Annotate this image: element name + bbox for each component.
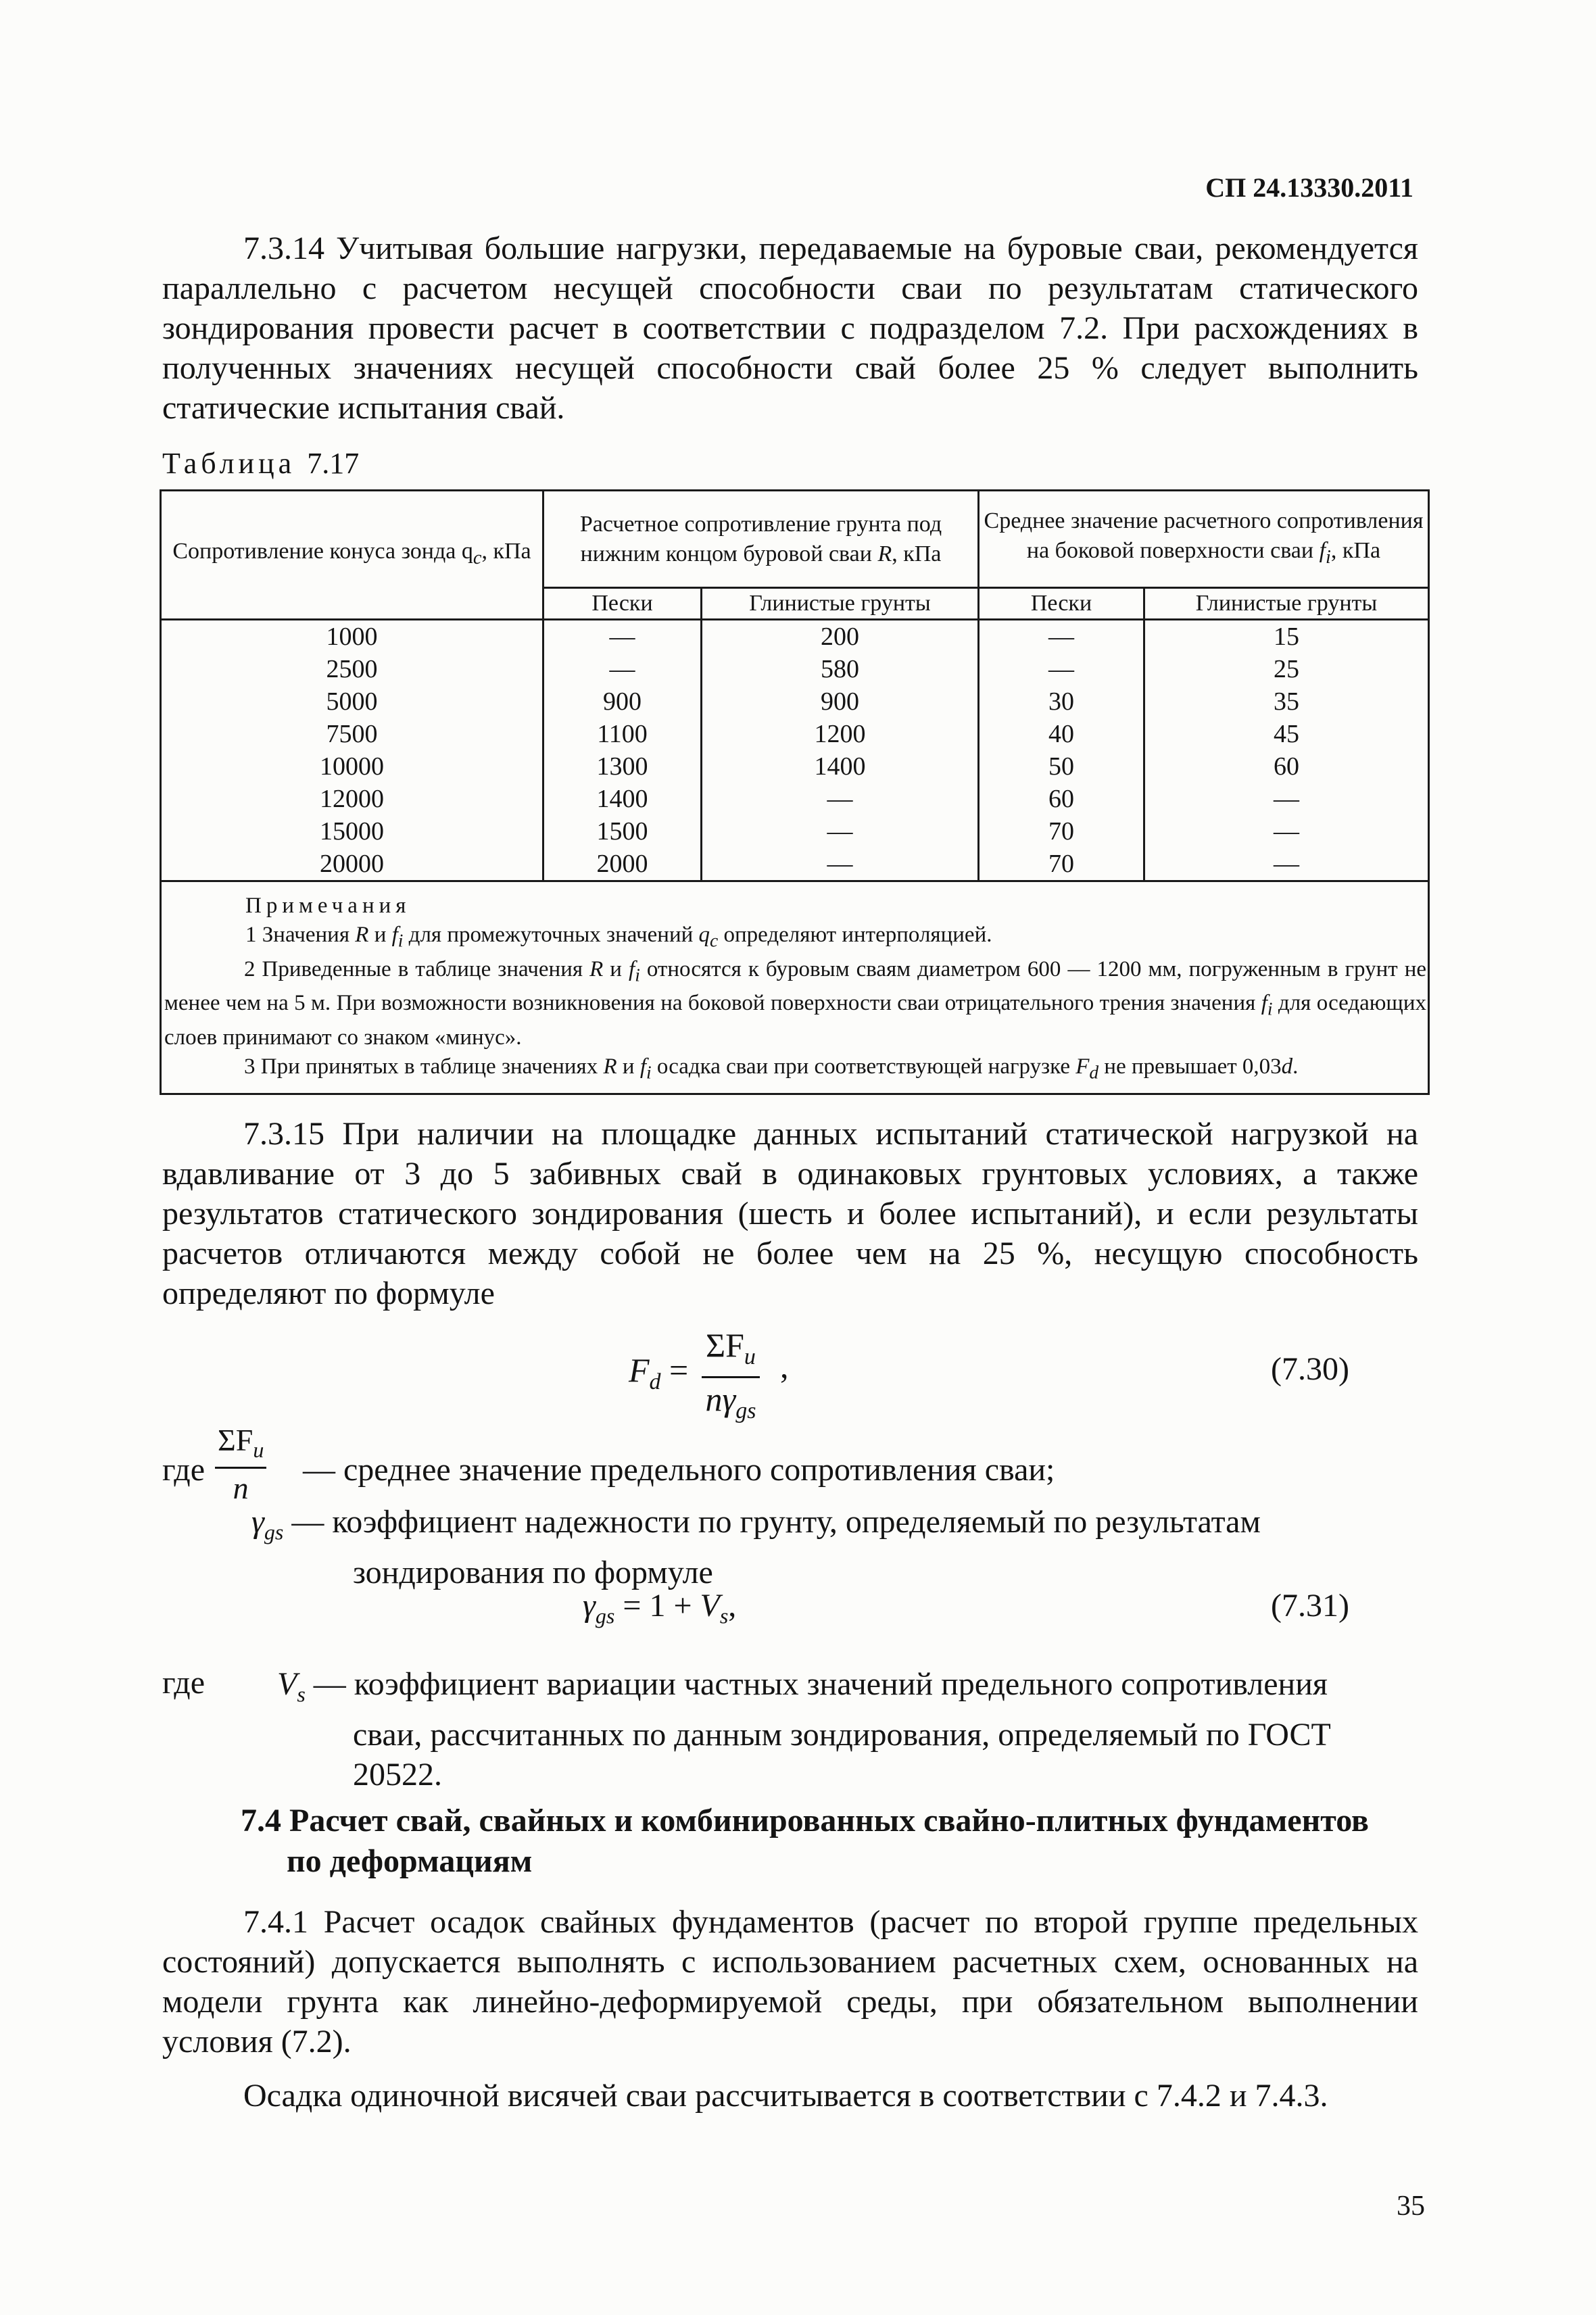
paragraph-7-3-14: 7.3.14 Учитывая большие нагрузки, передаваемые на буровые сваи, рекомендуется параллельно с расчетом несущей способности сваи по результатам статического зондирования провести расчет в соответствии с подразделом 7.2. При расхождениях в полученных значениях несущей способности свай более 25 % следует выполнить статические испытания свай. — [162, 230, 1418, 426]
notes-heading: Примечания — [245, 894, 411, 918]
definition-vs: $V_s$ — коэффициент вариации частных значений предельного сопротивления сваи, рассчитанных по данным зондирования, определяемый по ГОСТ 20522. — [277, 1666, 1331, 1793]
section-heading-7-4: 7.4 Расчет свай, свайных и комбинированных свайно-плитных фундаментов по деформациям — [241, 1803, 1369, 1879]
formula-7-30-fraction: $\Sigma F_u$ $n\gamma_{gs}$ — [702, 1326, 760, 1432]
note-2: 2 Приведенные в таблице значения R и $f_i$ относятся к буровым сваям диаметром 600 — 1200 мм, погруженным в грунт не менее чем на 5 м. При возможности возникновения на боковой поверхности сваи отрицательного трения значения $f_i$ для оседающих слоев принимают со знаком «минус». — [164, 956, 1427, 1050]
where-fraction: $\Sigma F_u$ n — [215, 1423, 266, 1508]
document-code: СП 24.13330.2011 — [1205, 172, 1413, 203]
table-row: 1000 — 200 — 15 — [161, 620, 1429, 654]
header-tip-resistance: Расчетное сопротивление грунта под нижним концом буровой сваи R, кПа — [543, 491, 979, 588]
subheader-sand-f: Пески — [979, 588, 1144, 620]
table-row: 12000 1400 — 60 — — [161, 783, 1429, 815]
subheader-clay-R: Глинистые грунты — [702, 588, 979, 620]
where-label-2: где — [162, 1665, 205, 1701]
table-row: 5000 900 900 30 35 — [161, 685, 1429, 718]
table-caption-number: 7.17 — [307, 447, 360, 480]
paragraph-settlement: Осадка одиночной висячей сваи рассчитывается в соответствии с 7.4.2 и 7.4.3. — [243, 2078, 1328, 2114]
header-cone-resistance: Сопротивление конуса зонда $q_c$, кПа — [161, 491, 543, 620]
where-label-1: где — [162, 1452, 205, 1488]
definition-mean-resistance: — среднее значение предельного сопротивления сваи; — [303, 1452, 1055, 1488]
table-row: 15000 1500 — 70 — — [161, 815, 1429, 848]
table-caption-word: Таблица — [162, 447, 296, 480]
equation-number-7-31: (7.31) — [1271, 1588, 1349, 1624]
table-notes — [161, 881, 1429, 1094]
definition-gamma-gs: $\gamma_{gs}$ — коэффициент надежности по грунту, определяемый по результатам зондирования по формуле — [251, 1504, 1261, 1590]
table-row: 20000 2000 — 70 — — [161, 848, 1429, 881]
paragraph-7-3-15: 7.3.15 При наличии на площадке данных испытаний статической нагрузкой на вдавливание от 3 до 5 забивных свай в одинаковых грунтовых условиях, а также результатов статического зондирования (шесть и более испытаний), и если результаты расчетов отличаются между собой не более чем на 25 %, несущую способность определяют по формуле — [162, 1116, 1418, 1311]
table-row: 2500 — 580 — 25 — [161, 653, 1429, 685]
table-row: 10000 1300 1400 50 60 — [161, 750, 1429, 783]
formula-7-31: $\gamma_{gs} = 1 + V_s$, — [583, 1588, 737, 1628]
paragraph-7-4-1: 7.4.1 Расчет осадок свайных фундаментов (расчет по второй группе предельных состояний) допускается выполнять с использованием расчетных схем, основанных на модели грунта как линейно-деформируемой среды, при обязательном выполнении условия (7.2). — [162, 1904, 1418, 2060]
page-number: 35 — [1397, 2191, 1425, 2222]
formula-7-30-comma: , — [780, 1347, 789, 1385]
note-1: 1 Значения R и $f_i$ для промежуточных значений $q_c$ определяют интерполяцией. — [245, 923, 992, 951]
subheader-clay-f: Глинистые грунты — [1144, 588, 1429, 620]
subheader-sand-R: Пески — [543, 588, 702, 620]
table-caption — [162, 446, 359, 481]
header-side-resistance: Среднее значение расчетного сопротивления на боковой поверхности сваи $f_i$, кПа — [979, 491, 1429, 588]
note-3: 3 При принятых в таблице значениях R и $f_i$ осадка сваи при соответствующей нагрузке $F_d$ не превышает 0,03d. — [244, 1054, 1299, 1083]
table-row: 7500 1100 1200 40 45 — [161, 718, 1429, 750]
table-7-17 — [160, 489, 1430, 1095]
equation-number-7-30: (7.30) — [1271, 1351, 1349, 1387]
formula-7-30-lhs: $F_d$ = — [629, 1351, 689, 1394]
